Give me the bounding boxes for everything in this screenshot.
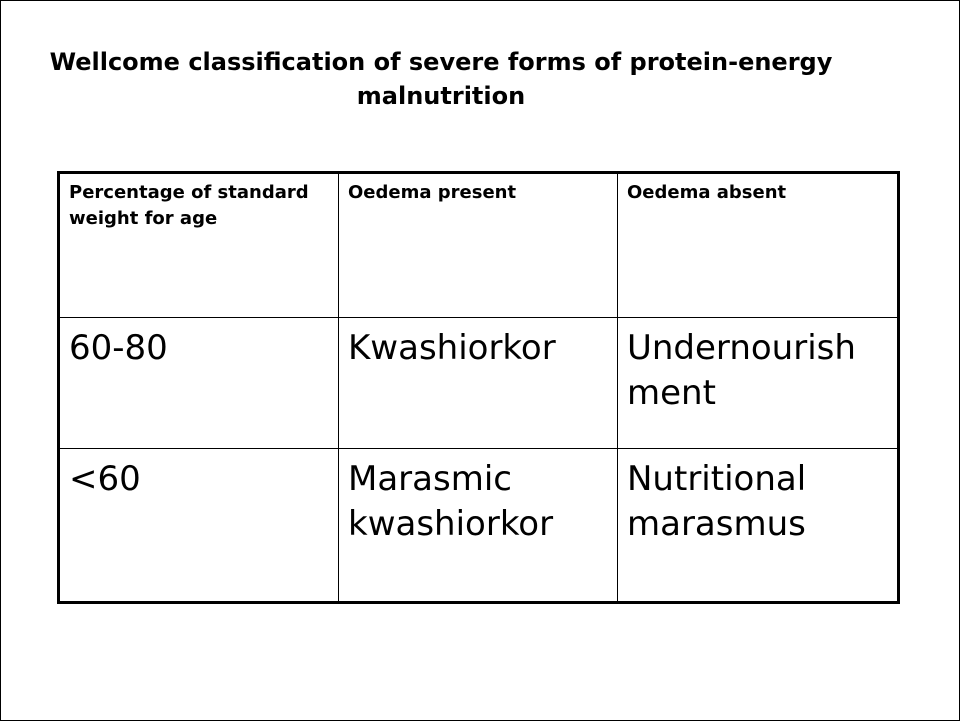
table-row [59,318,899,449]
cell-undernourishment: Undernourishment [618,318,899,449]
cell-weight-range: <60 [59,449,339,603]
header-oedema-present: Oedema present [339,173,618,318]
cell-weight-range: 60-80 [59,318,339,449]
table-row [59,449,899,603]
slide-title-line-2: malnutrition [356,82,526,110]
cell-nutritional-marasmus: Nutritional marasmus [618,449,899,603]
header-oedema-absent: Oedema absent [618,173,899,318]
header-weight-for-age: Percentage of standard weight for age [59,173,339,318]
slide-title [21,45,861,113]
slide-title-line-1: Wellcome classification of severe forms of protein-energy [49,48,833,76]
cell-marasmic-kwashiorkor: Marasmic kwashiorkor [339,449,618,603]
classification-table [57,171,900,604]
cell-kwashiorkor: Kwashiorkor [339,318,618,449]
table-header-row [59,173,899,318]
